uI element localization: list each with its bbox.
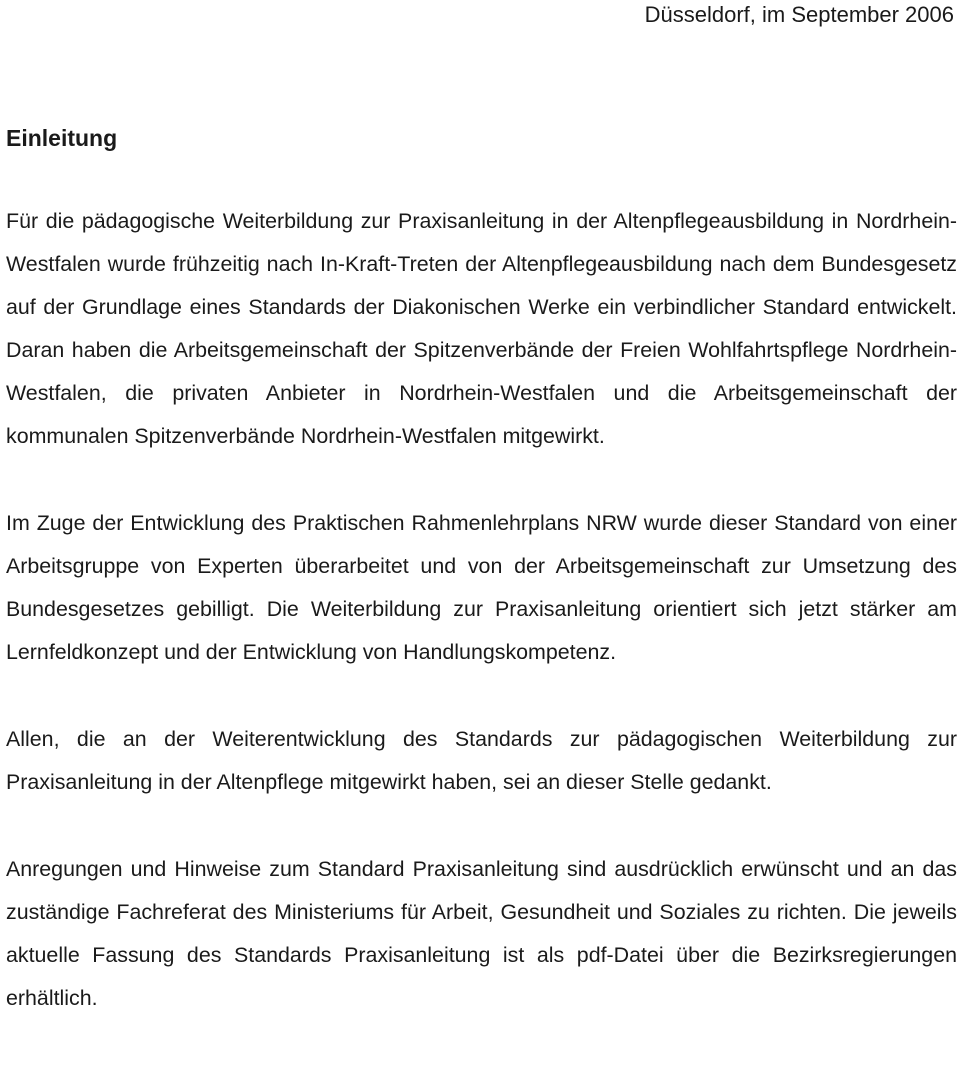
place-date: Düsseldorf, im September 2006 <box>644 2 954 27</box>
section-heading: Einleitung <box>6 125 118 151</box>
paragraph-thanks: Allen, die an der Weiterentwicklung des Standards zur pädagogischen Weiterbildung zur Praxisanleitung in der Altenpflege mitgewirkt haben, sei an dieser Stelle gedankt. <box>6 727 957 794</box>
paragraph-intro: Für die pädagogische Weiterbildung zur Praxisanleitung in der Altenpflegeausbildung in Nordrhein-Westfalen wurde frühzeitig nach In-Kraft-Treten der Altenpflegeausbildung nach dem Bundesgesetz auf der Grundlage eines Standards der Diakonischen Werke ein verbindlicher Standard entwickelt. Daran haben die Arbeitsgemeinschaft der Spitzenverbände der Freien Wohlfahrtspflege Nordrhein-Westfalen, die privaten Anbieter in Nordrhein-Westfalen und die Arbeitsgemeinschaft der kommunalen Spitzenverbände Nordrhein-Westfalen mitgewirkt. <box>6 209 957 448</box>
paragraph-revision: Im Zuge der Entwicklung des Praktischen Rahmenlehrplans NRW wurde dieser Standard von einer Arbeitsgruppe von Experten überarbeitet und von der Arbeitsgemeinschaft zur Umsetzung des Bundesgesetzes gebilligt. Die Weiterbildung zur Praxisanleitung orientiert sich jetzt stärker am Lernfeldkonzept und der Entwicklung von Handlungskompetenz. <box>6 511 957 664</box>
paragraph-feedback: Anregungen und Hinweise zum Standard Praxisanleitung sind ausdrücklich erwünscht und an das zuständige Fachreferat des Ministeriums für Arbeit, Gesundheit und Soziales zu richten. Die jeweils aktuelle Fassung des Standards Praxisanleitung ist als pdf-Datei über die Bezirksregierungen erhältlich. <box>6 857 957 1010</box>
body-text <box>6 200 957 1020</box>
